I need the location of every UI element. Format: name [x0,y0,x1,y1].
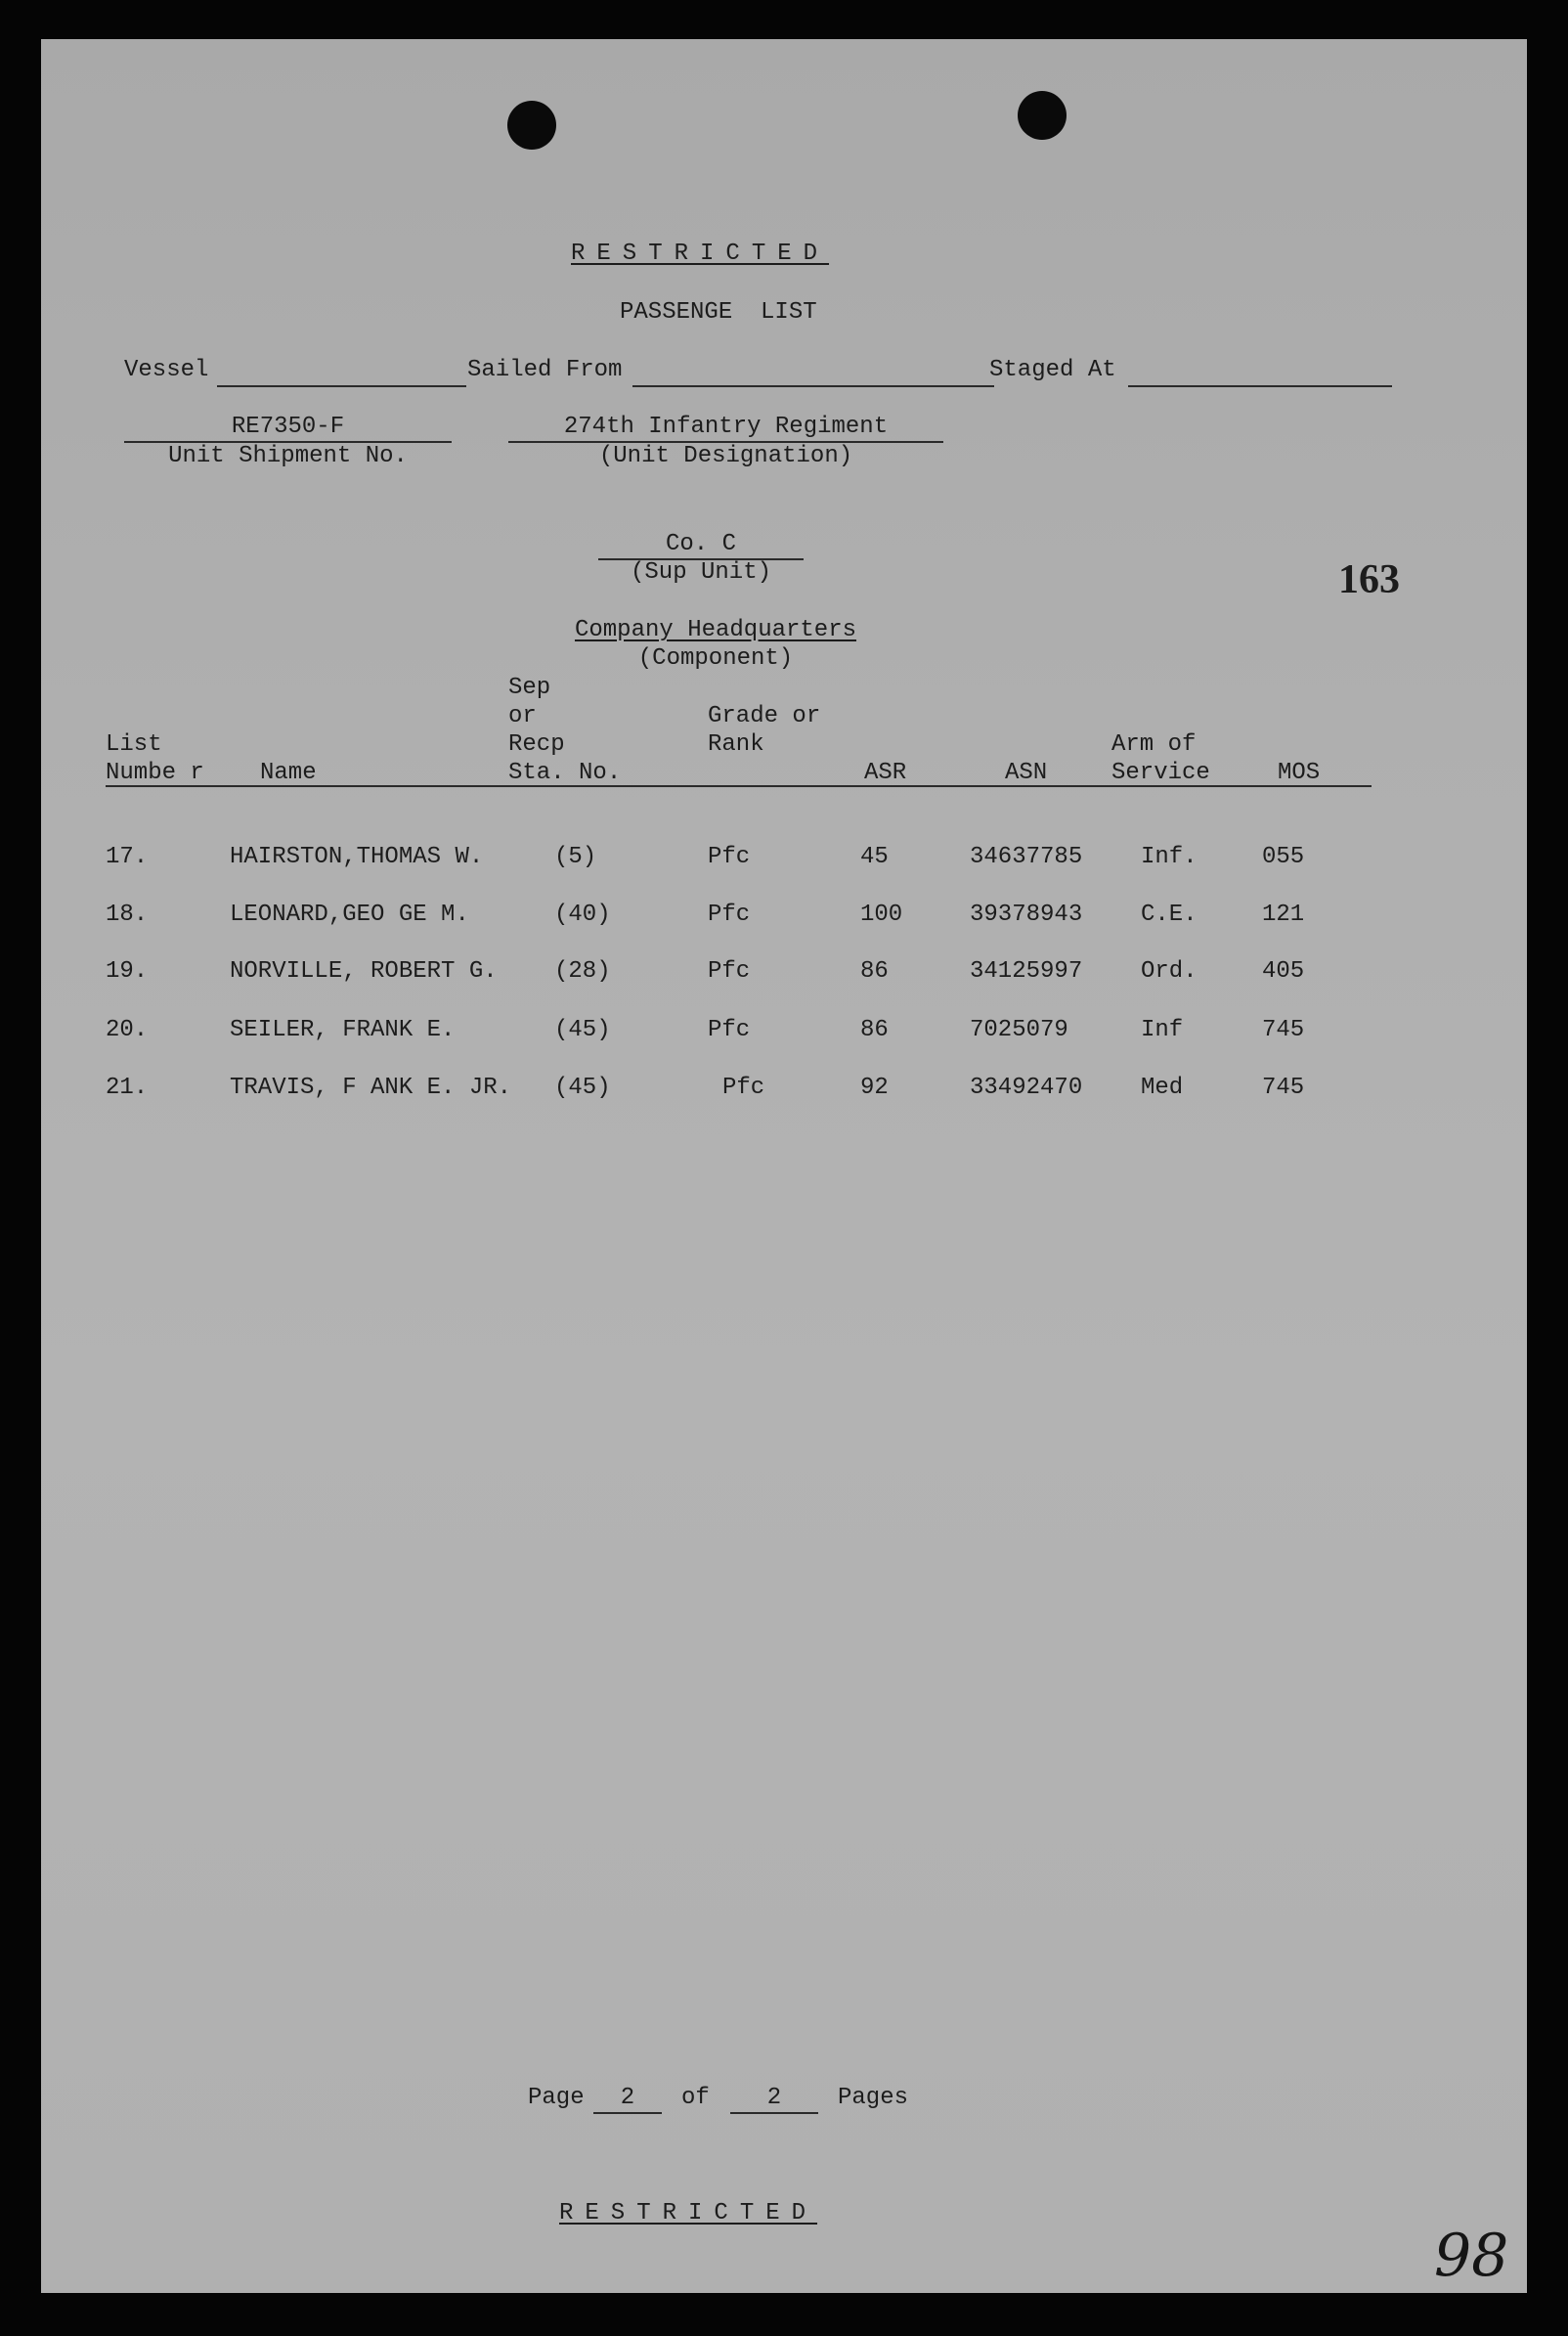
row-grade: Pfc [708,1017,751,1043]
row-mos: 745 [1262,1017,1305,1043]
page-current-line [593,2112,662,2114]
header-restricted: RESTRICTED [571,241,830,267]
row-sta: (45) [554,1075,611,1101]
sub-unit-label: (Sup Unit) [630,559,772,586]
row-grade: Pfc [708,902,751,928]
col-list-number: List Numbe r [106,731,204,786]
row-number: 19. [106,958,149,985]
staged-at-label: Staged At [989,357,1116,383]
row-asn: 7025079 [970,1017,1068,1043]
page-total-line [730,2112,818,2114]
row-grade: Pfc [722,1075,765,1101]
header-rule [106,785,1372,787]
row-asn: 39378943 [970,902,1083,928]
sailed-from-blank [632,385,994,387]
row-name: HAIRSTON,THOMAS W. [230,844,484,870]
table-row [41,843,1527,872]
component-value: Company Headquarters [574,617,857,643]
unit-designation-value: 274th Infantry Regiment [563,414,889,440]
row-grade: Pfc [708,844,751,870]
row-arm: Med [1141,1075,1184,1101]
document-page [41,39,1527,2293]
punch-hole-left [507,101,556,150]
sailed-from-label: Sailed From [467,357,623,383]
row-number: 21. [106,1075,149,1101]
sheet-number: 163 [1338,557,1400,602]
row-asr: 45 [860,844,889,870]
pages-label: Pages [838,2085,909,2111]
col-asn: ASN [1005,760,1048,786]
list-title: PASSENGE LIST [620,299,817,326]
col-arm-of-service: Arm of Service [1111,731,1210,786]
page-of-label: of [681,2085,710,2111]
col-asr: ASR [864,760,907,786]
table-row [41,1074,1527,1103]
page-current: 2 [620,2085,635,2111]
row-asr: 100 [860,902,903,928]
row-mos: 405 [1262,958,1305,985]
row-grade: Pfc [708,958,751,985]
row-arm: Inf. [1141,844,1198,870]
row-asn: 33492470 [970,1075,1083,1101]
row-arm: Ord. [1141,958,1198,985]
row-sta: (5) [554,844,597,870]
row-asn: 34125997 [970,958,1083,985]
row-name: SEILER, FRANK E. [230,1017,456,1043]
table-row [41,901,1527,930]
vessel-label: Vessel [124,357,209,383]
col-mos: MOS [1278,760,1321,786]
page-label: Page [528,2085,585,2111]
col-sep-recp: Sep or Recp Sta. No. [508,675,622,786]
row-asr: 86 [860,1017,889,1043]
row-sta: (40) [554,902,611,928]
vessel-blank [217,385,466,387]
row-mos: 745 [1262,1075,1305,1101]
table-row [41,1016,1527,1045]
unit-shipment-label: Unit Shipment No. [168,443,408,469]
col-name: Name [260,760,317,786]
row-arm: C.E. [1141,902,1198,928]
component-label: (Component) [637,645,794,672]
row-mos: 121 [1262,902,1305,928]
row-arm: Inf [1141,1017,1184,1043]
row-name: TRAVIS, F ANK E. JR. [230,1075,512,1101]
row-asr: 92 [860,1075,889,1101]
row-sta: (28) [554,958,611,985]
sub-unit-value: Co. C [665,531,736,557]
punch-hole-right [1018,91,1067,140]
row-name: LEONARD,GEO GE M. [230,902,469,928]
col-grade: Grade or Rank [708,703,821,758]
unit-shipment-value: RE7350-F [231,414,345,440]
table-row [41,957,1527,987]
row-sta: (45) [554,1017,611,1043]
unit-designation-label: (Unit Designation) [598,443,853,469]
row-name: NORVILLE, ROBERT G. [230,958,498,985]
footer-restricted: RESTRICTED [559,2200,818,2226]
row-number: 20. [106,1017,149,1043]
row-asr: 86 [860,958,889,985]
staged-at-blank [1128,385,1392,387]
row-asn: 34637785 [970,844,1083,870]
page-total: 2 [766,2085,782,2111]
row-number: 17. [106,844,149,870]
handwritten-number: 98 [1434,2222,1509,2290]
row-mos: 055 [1262,844,1305,870]
row-number: 18. [106,902,149,928]
